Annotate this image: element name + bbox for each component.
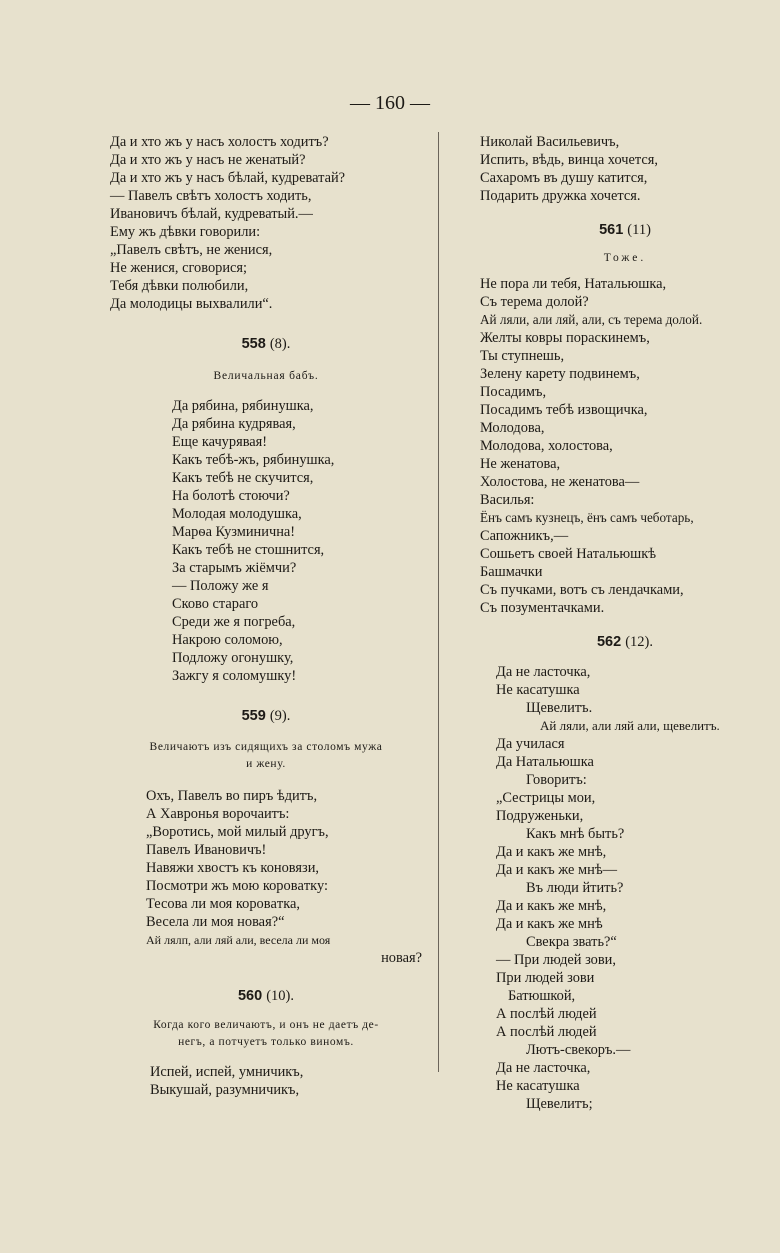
song-sub-number: (10). xyxy=(266,988,295,1004)
song-sub-number: (8). xyxy=(269,336,291,352)
verse-line: Посмотри жъ мою коровaтку: xyxy=(146,878,328,894)
verse-line: Башмачки xyxy=(480,564,543,580)
verse-line: Ивановичъ бѣлай, кудреватый.— xyxy=(110,206,313,222)
intro-stanza xyxy=(110,133,422,313)
verse-line: За старымъ жіёмчи? xyxy=(172,560,297,576)
verse-line: Зажгу я соломушку! xyxy=(172,668,297,684)
verse-line: Сапожникъ,— xyxy=(480,528,569,544)
description-line: Когда кого величаютъ, и онъ не даетъ де- xyxy=(153,1019,379,1031)
verse-line: Молодова, xyxy=(480,420,545,436)
verse-line: Подложу огонушку, xyxy=(172,650,294,666)
verse-line: — При людей зови, xyxy=(496,952,616,968)
verse-line: Да рябина кудрявая, xyxy=(172,416,296,432)
verse-line: Охъ, Павелъ во пиръ ѣдитъ, xyxy=(146,788,318,804)
song-number: 560 xyxy=(237,988,263,1004)
verse-line: Сахаромъ въ душу катится, xyxy=(480,170,648,186)
verse-line: Желты ковры пораскинемъ, xyxy=(480,330,650,346)
verse-line: Батюшкой, xyxy=(508,988,576,1004)
song-558-heading xyxy=(110,335,422,353)
verse-line: Павелъ Ивановичъ! xyxy=(146,842,267,858)
verse-line: Ты ступнешь, xyxy=(480,348,565,364)
song-560-verses xyxy=(110,1063,422,1099)
verse-line: — Павелъ свѣтъ холостъ ходить, xyxy=(110,188,312,204)
verse-line: Да и какъ же мнѣ, xyxy=(496,898,607,914)
verse-line: Да училася xyxy=(496,736,565,752)
verse-line: Ай ляли, али ляй али, щевелитъ. xyxy=(540,718,720,733)
verse-line: Съ позументачками. xyxy=(480,600,605,616)
verse-line: А послѣй людей xyxy=(496,1024,597,1040)
verse-line-continuation: новая? xyxy=(381,950,422,966)
verse-line: Да и хто жъ у насъ бѣлай, кудреватай? xyxy=(110,170,346,186)
verse-line: Холостова, не женатова— xyxy=(480,474,640,490)
verse-line: Да и какъ же мнѣ, xyxy=(496,844,607,860)
verse-line: Не женатова, xyxy=(480,456,561,472)
verse-line: Еще качурявая! xyxy=(172,434,268,450)
verse-line: Лютъ-свекоръ.— xyxy=(526,1042,631,1058)
verse-line: Какъ тебѣ-жъ, рябинушка, xyxy=(172,452,335,468)
verse-line: Подруженьки, xyxy=(496,808,584,824)
verse-line: Выкушай, разумничикъ, xyxy=(150,1082,300,1098)
song-558-verses xyxy=(110,397,422,685)
verse-line: Посадимъ тебѣ извощичка, xyxy=(480,402,648,418)
description-line: негъ, а потчуетъ только виномъ. xyxy=(178,1036,354,1048)
verse-line: Да рябина, рябинушка, xyxy=(172,398,314,414)
verse-line: Ай ляли, али ляй, али, съ терема долой. xyxy=(480,312,703,327)
song-number: 561 xyxy=(599,222,624,238)
verse-line: Навяжи хвостъ къ коновязи, xyxy=(146,860,319,876)
verse-line: Да не ласточка, xyxy=(496,1060,591,1076)
verse-line: При людей зови xyxy=(496,970,595,986)
verse-line: Ёнъ самъ кузнецъ, ёнъ самъ чеботарь, xyxy=(480,510,694,525)
verse-line: Съ пучками, вотъ съ лендачками, xyxy=(480,582,684,598)
song-sub-number: (11) xyxy=(627,222,651,238)
verse-line: Свекра звать?“ xyxy=(526,934,617,950)
right-column xyxy=(480,133,770,1113)
verse-line: Зелену карету подвинемъ, xyxy=(480,366,640,382)
page-number: — 160 — xyxy=(350,92,430,114)
song-sub-number: (12). xyxy=(625,634,654,650)
verse-line: А Хавронья ворочаитъ: xyxy=(146,806,290,822)
left-column xyxy=(110,133,422,1099)
verse-line: Накрою соломою, xyxy=(172,632,283,648)
song-558-subtitle: Величальная бабъ. xyxy=(213,370,319,382)
verse-line: Щевелитъ; xyxy=(526,1096,593,1112)
verse-line: Сошьетъ своей Натальюшкѣ xyxy=(480,546,657,562)
song-560-description xyxy=(110,1017,422,1051)
song-number: 558 xyxy=(241,336,266,352)
verse-line: Щевелитъ. xyxy=(526,700,593,716)
verse-line: Марѳа Кузминична! xyxy=(172,524,296,540)
verse-line: Да и хто жъ у насъ не женатый? xyxy=(110,152,306,168)
song-561-subtitle: Тоже. xyxy=(603,252,647,264)
verse-line: Подарить дружка хочется. xyxy=(480,188,641,204)
song-559-heading xyxy=(110,707,422,725)
song-559-description xyxy=(110,739,422,773)
verse-line: Василья: xyxy=(480,492,535,508)
verse-line: Не пора ли тебя, Натальюшка, xyxy=(480,276,667,292)
verse-line: Говоритъ: xyxy=(526,772,587,788)
verse-line: Да и какъ же мнѣ— xyxy=(496,862,618,878)
verse-line: Не касатушка xyxy=(496,682,580,698)
verse-line: Какъ мнѣ быть? xyxy=(526,826,625,842)
verse-line: Какъ тебѣ не скучится, xyxy=(172,470,314,486)
verse-line: Николай Васильевичъ, xyxy=(480,134,620,150)
verse-line: Да молодицы выхвалили“. xyxy=(110,296,273,312)
verse-line: Испей, испей, умничикъ, xyxy=(150,1064,304,1080)
song-560-heading xyxy=(110,987,422,1005)
verse-line: Сково стараго xyxy=(172,596,259,612)
description-line: Величаютъ изъ сидящихъ за столомъ мужа xyxy=(149,741,383,753)
verse-line: Тебя дѣвки полюбили, xyxy=(110,278,249,294)
verse-line: Какъ тебѣ не стошнится, xyxy=(172,542,325,558)
verse-line: — Положу же я xyxy=(172,578,269,594)
verse-line: Посадимъ, xyxy=(480,384,547,400)
verse-line: А послѣй людей xyxy=(496,1006,597,1022)
verse-line: На болотѣ стоючи? xyxy=(172,488,290,504)
verse-line: „Воротись, мой милый другъ, xyxy=(146,824,329,840)
verse-line: Не женися, сговорися; xyxy=(110,260,248,276)
song-number: 562 xyxy=(596,634,622,650)
verse-line: Въ люди йтить? xyxy=(526,880,624,896)
verse-line: „Сестрицы мои, xyxy=(496,790,596,806)
verse-line: Ему жъ дѣвки говорили: xyxy=(110,224,261,240)
verse-line: Испить, вѣдь, винца хочется, xyxy=(480,152,658,168)
description-line: и жену. xyxy=(246,758,286,770)
intro-stanza xyxy=(480,133,770,205)
song-559-verses xyxy=(110,787,422,967)
verse-line: Тесова ли моя коровaтка, xyxy=(146,896,300,912)
verse-line: Да не ласточка, xyxy=(496,664,591,680)
verse-line: Да и какъ же мнѣ xyxy=(496,916,603,932)
song-561-heading xyxy=(480,221,770,239)
verse-line: Да и хто жъ у насъ холостъ ходитъ? xyxy=(110,134,329,150)
song-562-verses xyxy=(480,663,770,1113)
verse-line: Ай лялп, али ляй али, весела ли моя xyxy=(146,933,331,947)
verse-line: Да Натальюшка xyxy=(496,754,594,770)
song-sub-number: (9). xyxy=(269,708,291,724)
verse-line: Не касатушка xyxy=(496,1078,580,1094)
verse-line: „Павелъ свѣтъ, не женися, xyxy=(110,242,273,258)
verse-line: Среди же я погреба, xyxy=(172,614,296,630)
song-562-heading xyxy=(480,633,770,651)
song-number: 559 xyxy=(241,708,266,724)
song-561-verses xyxy=(480,275,770,617)
verse-line: Съ терема долой? xyxy=(480,294,589,310)
column-divider xyxy=(438,132,439,1072)
verse-line: Молодая молодушка, xyxy=(172,506,302,522)
verse-line: Весела ли моя новая?“ xyxy=(146,914,285,930)
verse-line: Молодова, холостова, xyxy=(480,438,613,454)
